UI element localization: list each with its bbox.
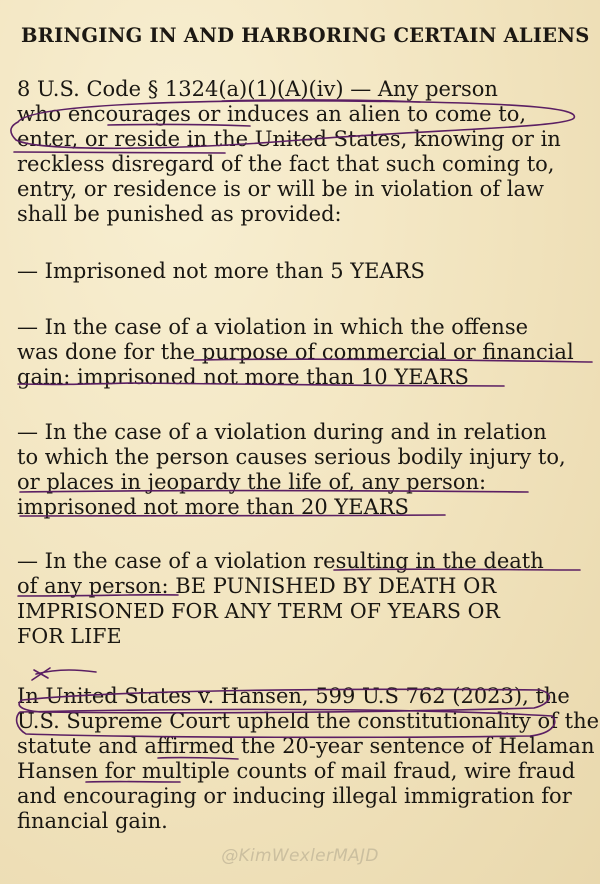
text-line: Hansen for multiple counts of mail fraud, wire fraud	[17, 759, 576, 783]
ink-mark-x	[32, 668, 96, 680]
text-line: — In the case of a violation during and in relation	[17, 420, 547, 444]
text-line: to which the person causes serious bodily injury to,	[17, 445, 566, 469]
text-line: enter, or reside in the United States, knowing or in	[17, 127, 561, 151]
text-line: entry, or residence is or will be in violation of law	[17, 177, 544, 201]
page-title: BRINGING IN AND HARBORING CERTAIN ALIENS	[21, 24, 590, 47]
text-line: was done for the purpose of commercial or financial	[17, 340, 574, 364]
text-line: financial gain.	[17, 809, 168, 833]
text-line: who encourages or induces an alien to come to,	[17, 102, 527, 126]
text-line: — In the case of a violation resulting in the death	[17, 549, 544, 573]
text-line: statute and affirmed the 20-year sentence of Helaman	[17, 734, 595, 758]
text-line: of any person: BE PUNISHED BY DEATH OR	[17, 574, 497, 598]
text-line: shall be punished as provided:	[17, 202, 342, 226]
watermark: @KimWexlerMAJD	[221, 846, 379, 866]
text-line: and encouraging or inducing illegal immigration for	[17, 784, 572, 808]
text-line: In United States v. Hansen, 599 U.S 762 (2023), the	[17, 684, 570, 708]
text-line: — In the case of a violation in which the offense	[17, 315, 529, 339]
text-line: reckless disregard of the fact that such coming to,	[17, 152, 555, 176]
text-line: gain: imprisoned not more than 10 YEARS	[17, 365, 469, 389]
text-line: 8 U.S. Code § 1324(a)(1)(A)(iv) — Any person	[17, 77, 498, 101]
text-line: IMPRISONED FOR ANY TERM OF YEARS OR	[17, 599, 501, 623]
text-line: — Imprisoned not more than 5 YEARS	[17, 259, 425, 283]
text-line: or places in jeopardy the life of, any person:	[17, 470, 487, 494]
text-line: imprisoned not more than 20 YEARS	[17, 495, 409, 519]
text-line: FOR LIFE	[17, 624, 122, 648]
text-line: U.S. Supreme Court upheld the constitutionality of the	[17, 709, 600, 733]
